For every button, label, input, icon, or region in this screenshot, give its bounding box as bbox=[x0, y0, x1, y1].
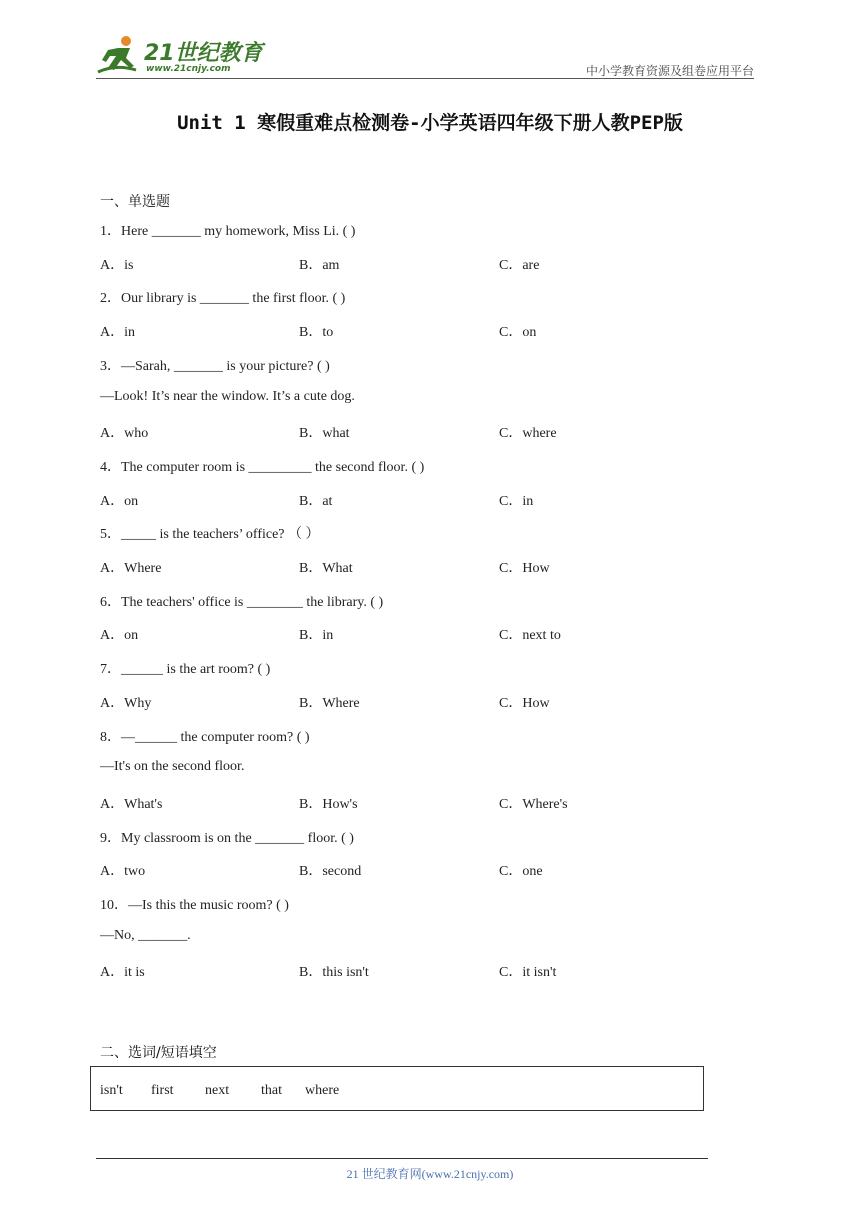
option-b: B．second bbox=[299, 864, 362, 880]
logo-url: www.21cnjy.com bbox=[146, 64, 231, 74]
question-dialogue-line: —Look! It’s near the window. It’s a cute dog. bbox=[100, 388, 355, 404]
question-text: 7．______ is the art room? ( ) bbox=[100, 662, 271, 678]
question-text: 5．_____ is the teachers’ office? （ ） bbox=[100, 527, 320, 543]
word-bank-item: where bbox=[305, 1083, 340, 1098]
page-header bbox=[0, 0, 860, 80]
section-heading-fill-blank: 二、选词/短语填空 bbox=[100, 1045, 217, 1061]
option-a: A．in bbox=[100, 325, 135, 341]
word-bank-item: isn't bbox=[100, 1083, 123, 1098]
page-title: Unit 1 寒假重难点检测卷-小学英语四年级下册人教PEP版 bbox=[177, 112, 683, 134]
question-text: 10．—Is this the music room? ( ) bbox=[100, 898, 289, 913]
option-c: C．How bbox=[499, 561, 550, 576]
option-c: C．How bbox=[499, 695, 550, 711]
section-heading-single-choice: 一、单选题 bbox=[100, 194, 170, 210]
option-b: B．this isn't bbox=[299, 965, 369, 981]
option-b: B．How's bbox=[299, 796, 358, 812]
question-text: 6．The teachers' office is ________ the library. ( ) bbox=[100, 594, 384, 610]
page-footer: 21 世纪教育网(www.21cnjy.com) bbox=[346, 1167, 514, 1181]
question-text: 1．Here _______ my homework, Miss Li. ( ) bbox=[100, 224, 356, 239]
option-b: B．what bbox=[299, 426, 350, 442]
option-c: C．where bbox=[499, 426, 557, 442]
question-text: 8．—______ the computer room? ( ) bbox=[100, 729, 310, 745]
question-text: 3．—Sarah, _______ is your picture? ( ) bbox=[100, 358, 330, 374]
option-c: C．on bbox=[499, 325, 537, 341]
word-bank-box bbox=[90, 1066, 704, 1111]
logo-text: 21世纪教育 bbox=[144, 41, 263, 66]
question-text: 4．The computer room is _________ the second floor. ( ) bbox=[100, 459, 425, 475]
option-c: C．it isn't bbox=[499, 965, 557, 981]
option-b: B．am bbox=[299, 257, 340, 273]
option-c: C．one bbox=[499, 864, 543, 880]
word-bank-item: first bbox=[151, 1083, 174, 1098]
option-a: A．is bbox=[100, 257, 134, 273]
word-bank-item: next bbox=[205, 1083, 230, 1098]
option-c: C．Where's bbox=[499, 796, 568, 812]
option-a: A．Why bbox=[100, 695, 152, 711]
option-a: A．it is bbox=[100, 965, 145, 981]
question-dialogue-line: —No, _______. bbox=[100, 927, 191, 943]
option-a: A．What's bbox=[100, 796, 163, 812]
option-a: A．two bbox=[100, 864, 146, 880]
question-dialogue-line: —It's on the second floor. bbox=[100, 759, 245, 775]
option-a: A．who bbox=[100, 426, 149, 442]
question-text: 2．Our library is _______ the first floor. ( ) bbox=[100, 291, 346, 307]
footer-divider bbox=[96, 1158, 708, 1159]
option-b: B．Where bbox=[299, 695, 360, 711]
logo bbox=[96, 34, 266, 78]
option-a: A．Where bbox=[100, 561, 162, 576]
option-c: C．in bbox=[499, 493, 534, 509]
option-b: B．What bbox=[299, 561, 353, 576]
option-a: A．on bbox=[100, 493, 139, 509]
header-divider bbox=[96, 78, 754, 79]
question-text: 9．My classroom is on the _______ floor. ( ) bbox=[100, 830, 354, 846]
option-b: B．to bbox=[299, 325, 334, 341]
header-slogan: 中小学教育资源及组卷应用平台 bbox=[585, 64, 754, 78]
option-c: C．are bbox=[499, 257, 540, 273]
option-a: A．on bbox=[100, 628, 139, 644]
word-bank-item: that bbox=[261, 1083, 282, 1098]
option-b: B．in bbox=[299, 628, 334, 644]
option-b: B．at bbox=[299, 493, 333, 509]
runner-logo-icon bbox=[96, 34, 144, 76]
option-c: C．next to bbox=[499, 628, 561, 644]
